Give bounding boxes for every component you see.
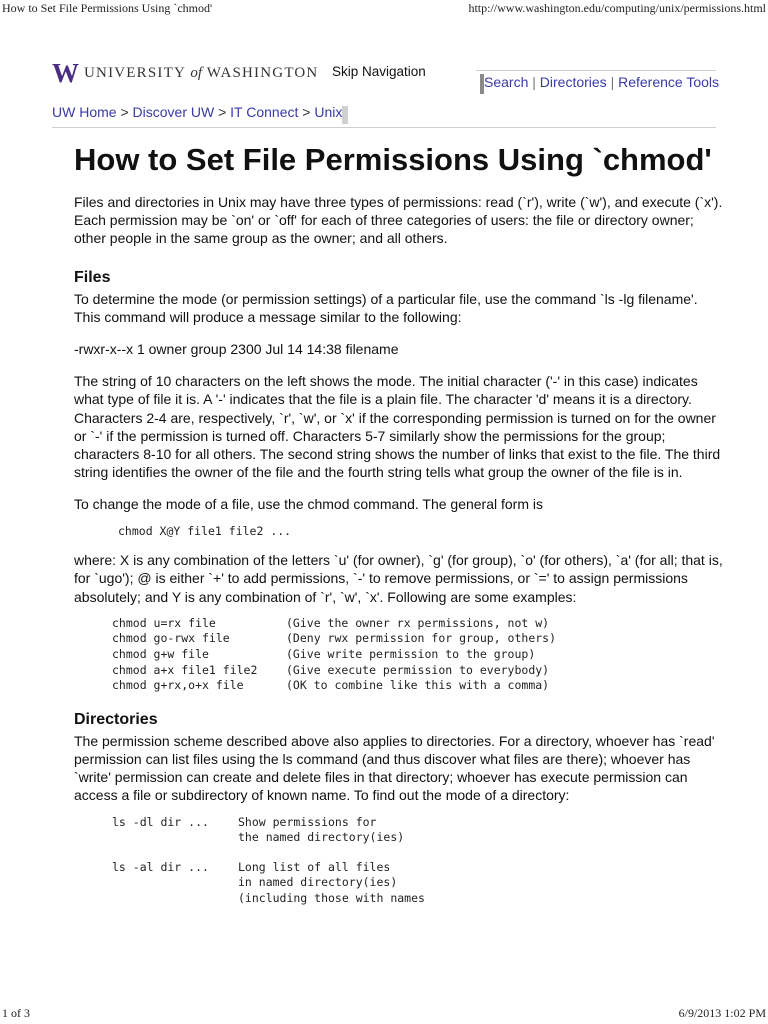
breadcrumb-separator: >: [218, 104, 227, 120]
print-datetime: 6/9/2013 1:02 PM: [678, 1006, 766, 1020]
example-command: chmod g+rx,o+x file: [112, 678, 244, 693]
breadcrumb: [52, 104, 716, 126]
skip-navigation-link[interactable]: Skip Navigation: [332, 64, 426, 79]
example-description: (OK to combine like this with a comma): [286, 678, 550, 693]
reference-tools-link[interactable]: Reference Tools: [618, 74, 720, 90]
print-header-url: http://www.washington.edu/computing/unix/permissions.html: [468, 1, 766, 15]
example-description: (Give write permission to the group): [286, 647, 536, 662]
directory-command: ls -al dir ...: [112, 859, 209, 874]
directory-command-row: [112, 815, 724, 846]
directory-commands: [74, 815, 724, 907]
breadcrumb-rule: [52, 127, 716, 128]
directories-paragraph-1: The permission scheme described above also applies to directories. For a directory, whoever has `read' permission can list files using the ls command (and thus discover what files are there); whoever has `write' permission can create and delete files in that directory; whoever has execute permission can access a file or subdirectory of known name. To find out the mode of a directory:: [74, 732, 715, 804]
files-paragraph-2: The string of 10 characters on the left shows the mode. The initial character ('-' in this case) indicates what type of file it is. A '-' indicates that the file is a plain file. The character 'd' means it is a directory. Characters 2-4 are, respectively, `r', `w', or `x' if the corresponding permission is turned on for the owner or `-' if the permission is turned off. Characters 5-7 similarly show the permissions for the group; characters 8-10 for all others. The second string shows the number of links that exist to the file. The third string identifies the owner of the file and the fourth string tells what group the owner of the file is in.: [74, 373, 721, 481]
uw-logo-mark: W: [52, 58, 78, 88]
print-header-title: How to Set File Permissions Using `chmod': [2, 1, 213, 15]
example-row: [112, 631, 724, 647]
example-row: [112, 663, 724, 679]
example-row: [112, 616, 724, 632]
uw-logo-wordmark: UNIVERSITY of WASHINGTON: [84, 64, 319, 81]
files-heading: Files: [74, 268, 111, 286]
article-content: [74, 140, 724, 919]
breadcrumb-discover-uw[interactable]: Discover UW: [132, 104, 215, 120]
directory-command-description: Show permissions for the named directory(ies): [238, 814, 405, 845]
search-link[interactable]: Search: [484, 74, 529, 90]
files-paragraph-4: where: X is any combination of the letters `u' (for owner), `g' (for group), `o' (for others), `a' (for all; that is, for `ugo'); @ is either `+' to add permissions, `-' to remove permissions, or `=' to assign permissions absolutely; and Y is any combination of `r', `w', `x'. Following are some examples:: [74, 552, 723, 605]
breadcrumb-divider: [342, 106, 348, 124]
example-row: [112, 647, 724, 663]
directory-command-row: [112, 860, 724, 907]
chmod-general-form: chmod X@Y file1 file2 ...: [118, 523, 292, 538]
example-description: (Give execute permission to everybody): [286, 662, 550, 677]
breadcrumb-separator: >: [120, 104, 129, 120]
directories-link[interactable]: Directories: [539, 74, 607, 90]
directory-command: ls -dl dir ...: [112, 814, 209, 829]
print-header: [0, 1, 768, 17]
breadcrumb-it-connect[interactable]: IT Connect: [230, 104, 299, 120]
example-command: chmod g+w file: [112, 647, 209, 662]
ls-output-sample: -rwxr-x--x 1 owner group 2300 Jul 14 14:38 filename: [74, 341, 399, 358]
example-description: (Deny rwx permission for group, others): [286, 631, 557, 646]
print-footer: [0, 1006, 768, 1022]
example-row: [112, 678, 724, 694]
example-command: chmod u=rx file: [112, 615, 216, 630]
directory-command-description: Long list of all files in named directory(ies) (including those with names: [238, 859, 425, 905]
page-count: 1 of 3: [2, 1006, 30, 1020]
site-banner: [52, 58, 720, 102]
chmod-examples: [74, 616, 724, 694]
files-paragraph-1: To determine the mode (or permission settings) of a particular file, use the command `ls -lg filename'. This command will produce a message similar to the following:: [74, 290, 698, 325]
example-command: chmod go-rwx file: [112, 631, 230, 646]
example-description: (Give the owner rx permissions, not w): [286, 615, 550, 630]
directories-heading: Directories: [74, 710, 158, 728]
breadcrumb-uw-home[interactable]: UW Home: [52, 104, 117, 120]
page-title: How to Set File Permissions Using `chmod': [74, 142, 712, 177]
uw-logo[interactable]: [52, 60, 318, 86]
files-paragraph-3: To change the mode of a file, use the chmod command. The general form is: [74, 496, 543, 513]
intro-paragraph: Files and directories in Unix may have three types of permissions: read (`r'), write (`w'), and execute (`x'). Each permission may be `on' or `off' for each of three categories of users: the file or directory owner; other people in the same group as the owner; and all others.: [74, 194, 723, 247]
breadcrumb-unix[interactable]: Unix: [314, 104, 343, 120]
tools-separator: |: [610, 74, 615, 90]
example-command: chmod a+x file1 file2: [112, 662, 258, 677]
breadcrumb-separator: >: [302, 104, 311, 120]
site-tools: [484, 74, 719, 90]
tools-separator: |: [532, 74, 536, 90]
